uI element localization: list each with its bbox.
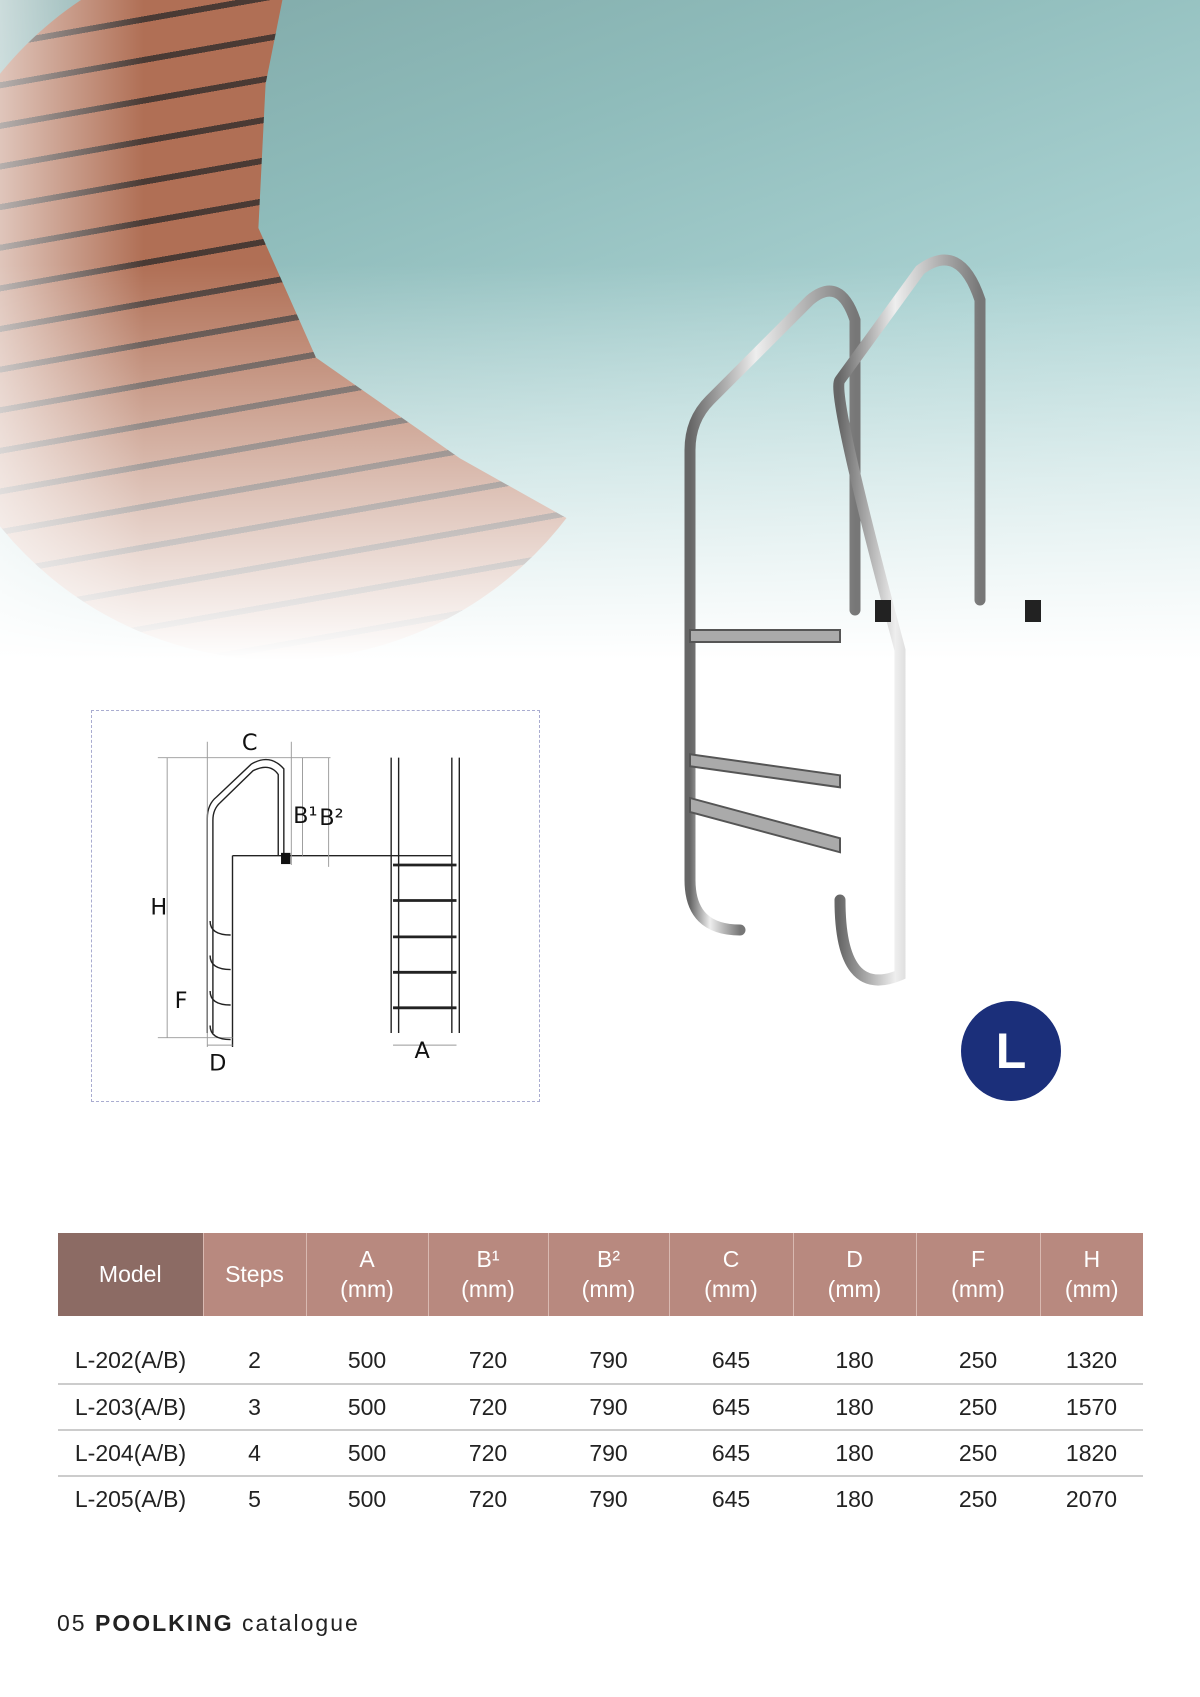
dim-label-h: H (150, 894, 168, 921)
table-cell: 500 (306, 1430, 428, 1476)
table-cell: L-204(A/B) (58, 1430, 203, 1476)
dim-label-b1: B¹ (293, 803, 318, 829)
table-row (58, 1316, 1143, 1384)
table-row (58, 1430, 1143, 1476)
header-unit: (mm) (581, 1275, 636, 1302)
table-cell: 645 (711, 1347, 751, 1373)
header-label: B¹ (476, 1245, 500, 1272)
dim-label-d: D (209, 1050, 227, 1077)
table-cell: 2070 (1040, 1476, 1143, 1522)
column-header (793, 1233, 916, 1316)
dim-label-c: C (241, 730, 258, 757)
column-header (306, 1233, 428, 1316)
column-header (669, 1233, 793, 1316)
table-cell: 4 (203, 1430, 306, 1476)
table-cell: 790 (548, 1476, 669, 1522)
table-header-row (58, 1233, 1143, 1316)
column-header (428, 1233, 548, 1316)
header-label: B² (597, 1245, 620, 1272)
header-unit: (mm) (827, 1275, 882, 1302)
header-unit: (mm) (340, 1275, 394, 1302)
header-label: C (722, 1245, 740, 1272)
dim-label-f: F (174, 987, 188, 1014)
header-label: Steps (225, 1260, 284, 1287)
page-footer (57, 1610, 360, 1637)
header-unit: (mm) (951, 1275, 1005, 1302)
footer-word: catalogue (242, 1610, 360, 1636)
table-cell: 720 (428, 1384, 548, 1430)
table-cell: L-202(A/B) (74, 1347, 187, 1373)
table-cell: 1570 (1040, 1384, 1143, 1430)
column-header (916, 1233, 1040, 1316)
table-cell: 2 (248, 1347, 261, 1373)
header-label: D (846, 1245, 863, 1272)
table-cell: 790 (589, 1347, 628, 1373)
table-cell: 250 (916, 1430, 1040, 1476)
table-cell: 180 (835, 1347, 874, 1373)
ladder-dimension-drawing (92, 711, 541, 1103)
table-cell: 3 (203, 1384, 306, 1430)
table-cell: 500 (347, 1347, 387, 1373)
table-cell: 645 (669, 1476, 793, 1522)
table-cell: 1320 (1065, 1347, 1118, 1373)
table-cell: L-205(A/B) (58, 1476, 203, 1522)
column-header (1040, 1233, 1143, 1316)
column-header (203, 1233, 306, 1316)
table-cell: L-203(A/B) (58, 1384, 203, 1430)
spec-table (58, 1233, 1143, 1522)
header-unit: (mm) (461, 1275, 515, 1302)
table-cell: 180 (793, 1476, 916, 1522)
ladder-product-image (660, 240, 1060, 1020)
table-cell: 500 (306, 1476, 428, 1522)
header-unit: (mm) (1064, 1275, 1119, 1302)
table-row (58, 1384, 1143, 1430)
header-label: A (359, 1245, 375, 1272)
table-cell: 790 (548, 1384, 669, 1430)
column-header (548, 1233, 669, 1316)
page-number: 05 (57, 1610, 87, 1636)
table-cell: 720 (428, 1476, 548, 1522)
table-cell: 180 (793, 1430, 916, 1476)
table-cell: 5 (203, 1476, 306, 1522)
table-cell: 790 (548, 1430, 669, 1476)
table-cell: 720 (428, 1430, 548, 1476)
table-cell: 250 (958, 1347, 998, 1373)
brand-name: POOLKING (94, 1610, 234, 1636)
header-label: Model (98, 1260, 162, 1287)
header-label: F (970, 1245, 986, 1272)
table-cell: 500 (306, 1384, 428, 1430)
table-cell: 720 (468, 1347, 508, 1373)
model-badge: L (961, 1001, 1061, 1101)
header-unit: (mm) (704, 1275, 758, 1302)
table-cell: 645 (669, 1384, 793, 1430)
table-cell: 250 (916, 1384, 1040, 1430)
column-header (58, 1233, 203, 1316)
table-row (58, 1476, 1143, 1522)
table-cell: 645 (669, 1430, 793, 1476)
dim-label-a: A (414, 1038, 430, 1065)
table-cell: 250 (916, 1476, 1040, 1522)
dimension-diagram (91, 710, 540, 1102)
header-label: H (1083, 1245, 1101, 1272)
dim-label-b2: B² (319, 804, 344, 831)
table-cell: 180 (793, 1384, 916, 1430)
table-cell: 1820 (1040, 1430, 1143, 1476)
